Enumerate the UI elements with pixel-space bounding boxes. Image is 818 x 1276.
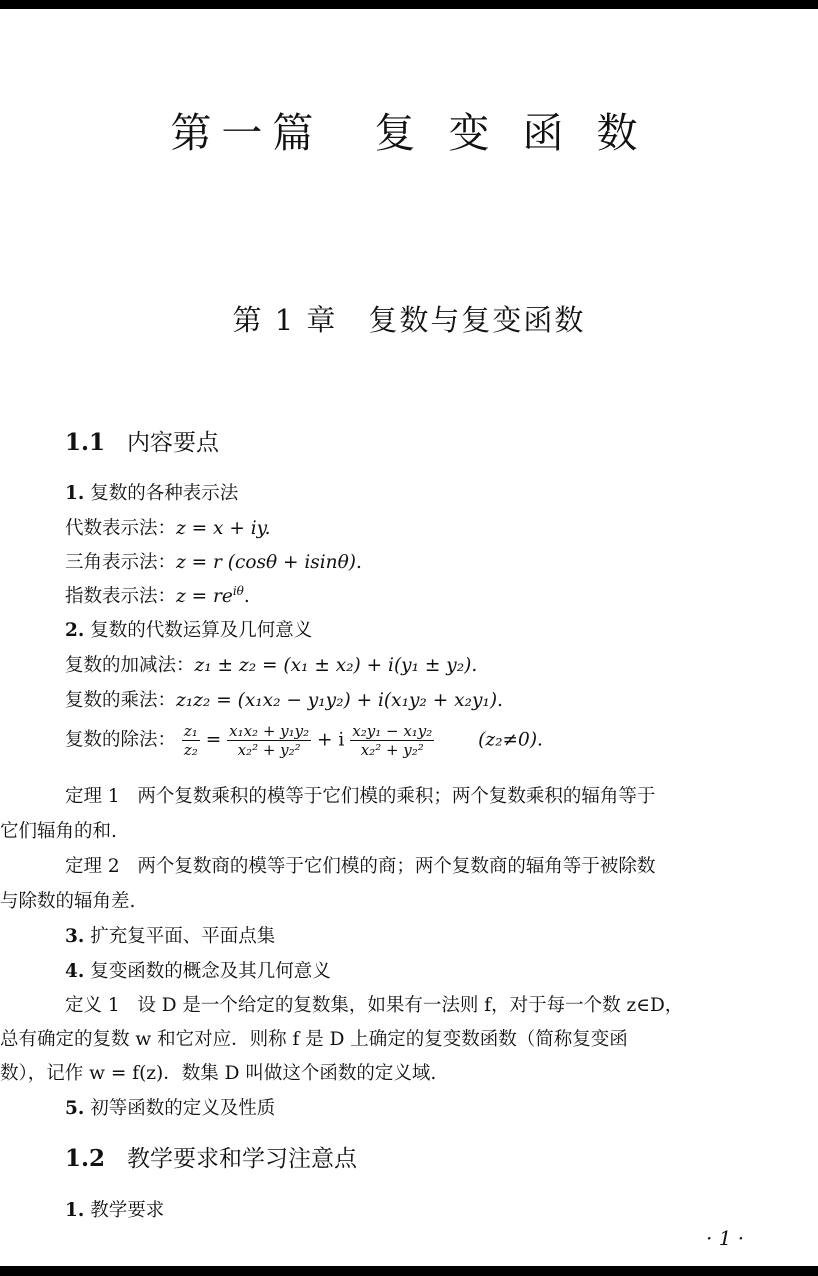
page-number: · 1 ·: [706, 1226, 745, 1250]
theorem-1-continued: 它们辐角的和.: [0, 821, 117, 842]
top-border: [0, 0, 818, 9]
label: 复数的加减法：: [65, 655, 195, 676]
trigonometric-form: [65, 548, 362, 574]
label: 定义 1: [65, 995, 120, 1016]
formula: z = re: [176, 586, 233, 607]
formula: z₁ ± z₂ = (x₁ ± x₂) + i(y₁ ± y₂).: [194, 655, 478, 676]
chapter-title: 第 1 章 复数与复变函数: [232, 303, 586, 337]
multiplication: [65, 686, 503, 712]
item-title: 扩充复平面、平面点集: [90, 926, 276, 947]
label: 指数表示法：: [65, 586, 177, 607]
section-heading-1-1: [65, 424, 219, 457]
item-title: 教学要求: [90, 1200, 165, 1221]
label: 代数表示法：: [65, 518, 177, 539]
definition-1: [65, 991, 683, 1017]
item-heading: [65, 1196, 164, 1222]
label: 定理 2: [65, 856, 120, 877]
theorem-2: [65, 852, 655, 878]
item-number: 1.: [65, 483, 85, 504]
label: 定理 1: [65, 786, 120, 807]
item-title: 复数的各种表示法: [90, 483, 239, 504]
formula: z = r (cosθ + isinθ).: [176, 552, 362, 573]
condition: (z₂≠0).: [478, 729, 543, 751]
definition-1-continued: 总有确定的复数 w 和它对应．则称 f 是 D 上确定的复变数函数（简称复变函: [0, 1029, 628, 1050]
fraction: $\frac{\text{z₁}}{\text{z₂}}$: [183, 722, 198, 759]
item-number: 3.: [65, 926, 85, 947]
formula: z = x + iy.: [176, 518, 271, 539]
bottom-border: [0, 1266, 818, 1276]
item-title: 复数的代数运算及几何意义: [90, 620, 313, 641]
formula: z₁z₂ = (x₁x₂ − y₁y₂) + i(x₁y₂ + x₂y₁).: [176, 690, 503, 711]
plus-i: + i: [317, 729, 345, 751]
section-heading-1-2: [65, 1140, 357, 1173]
definition-1-continued: 数），记作 w = f(z)．数集 D 叫做这个函数的定义域.: [0, 1063, 437, 1084]
item-number: 4.: [65, 961, 85, 982]
text: 两个复数乘积的模等于它们模的乘积；两个复数乘积的辐角等于: [137, 786, 656, 807]
exponential-form: [65, 582, 250, 608]
part-title: 第一篇 复 变 函 数: [170, 109, 648, 157]
item-heading: [65, 957, 331, 983]
label: 三角表示法：: [65, 552, 177, 573]
fraction: $\frac{\text{x₂y₁ − x₁y₂}}{\text{x₂² + y₂²}}$: [352, 722, 433, 759]
item-heading: [65, 922, 275, 948]
item-title: 复变函数的概念及其几何意义: [90, 961, 331, 982]
fraction: $\frac{\text{x₁x₂ + y₁y₂}}{\text{x₂² + y₂²}}$: [229, 722, 310, 759]
equals-sign: =: [205, 729, 222, 751]
period: .: [243, 586, 250, 607]
label: 复数的乘法：: [65, 690, 177, 711]
section-title: 内容要点: [126, 430, 219, 456]
exponent: iθ: [232, 583, 244, 598]
item-number: 2.: [65, 620, 85, 641]
section-title: 教学要求和学习注意点: [126, 1146, 357, 1172]
text: 两个复数商的模等于它们模的商；两个复数商的辐角等于被除数: [137, 856, 656, 877]
item-number: 5.: [65, 1098, 85, 1119]
item-heading: [65, 1094, 275, 1120]
label: 复数的除法：: [65, 729, 177, 751]
item-heading: [65, 616, 312, 642]
item-number: 1.: [65, 1200, 85, 1221]
addition-subtraction: [65, 651, 477, 677]
item-title: 初等函数的定义及性质: [90, 1098, 276, 1119]
item-heading: [65, 479, 238, 505]
theorem-1: [65, 782, 655, 808]
algebraic-form: [65, 514, 271, 540]
division: [65, 722, 543, 759]
section-number: 1.1: [65, 429, 106, 456]
section-number: 1.2: [65, 1145, 106, 1172]
text: 设 D 是一个给定的复数集，如果有一法则 f，对于每一个数 z∈D，: [137, 995, 684, 1016]
theorem-2-continued: 与除数的辐角差.: [0, 891, 136, 912]
